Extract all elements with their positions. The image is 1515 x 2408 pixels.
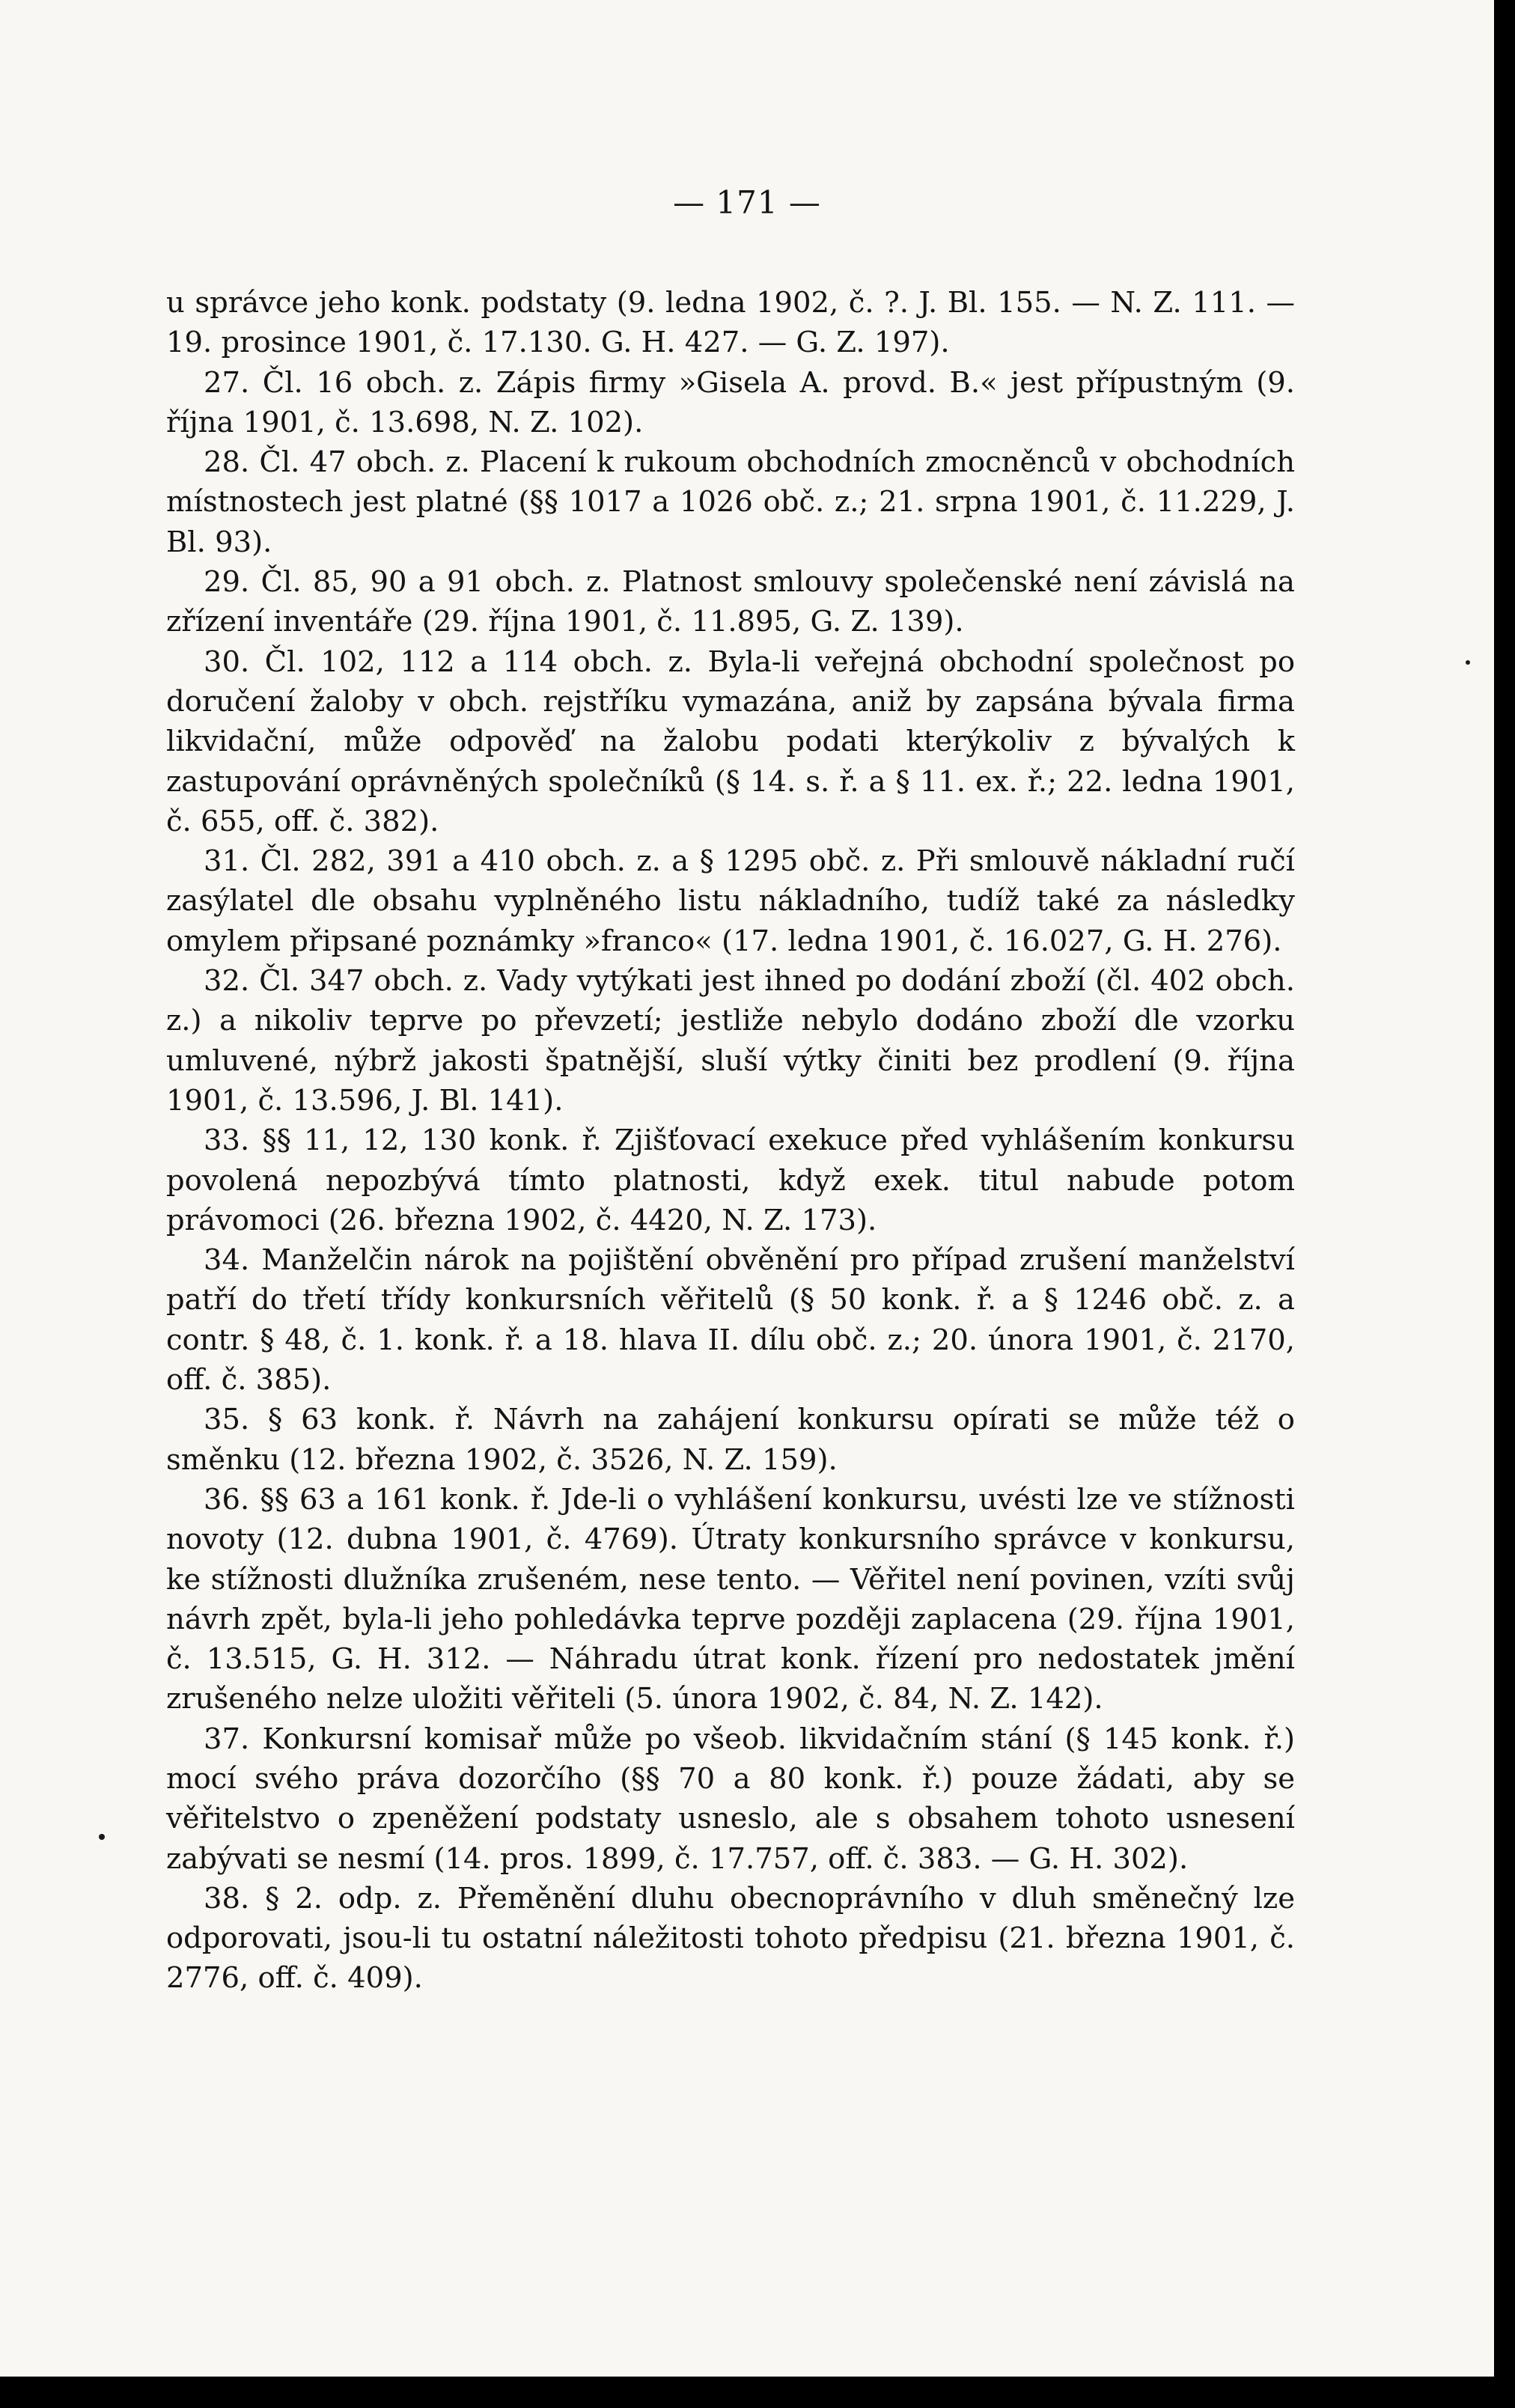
page-body [166,283,1295,1999]
entry-30: 30. Čl. 102, 112 a 114 obch. z. Byla-li veřejná obchodní společnost po doručení žaloby v obch. rejstříku vymazána, aniž by zapsána bývala firma likvidační, může odpověď na žalobu podati kterýkoliv z bývalých k zastupování oprávněných společníků (§ 14. s. ř. a § 11. ex. ř.; 22. ledna 1901, č. 655, off. č. 382). [166,644,1295,838]
entry-38: 38. § 2. odp. z. Přeměnění dluhu obecnoprávního v dluh směnečný lze odporovati, jsou-li tu ostatní náležitosti tohoto předpisu (21. března 1901, č. 2776, off. č. 409). [166,1881,1295,1996]
entry-33: 33. §§ 11, 12, 130 konk. ř. Zjišťovací exekuce před vyhlášením konkursu povolená nepozbývá tímto platnosti, když exek. titul nabude potom právomoci (26. března 1902, č. 4420, N. Z. 173). [166,1124,1295,1237]
entry-27: 27. Čl. 16 obch. z. Zápis firmy »Gisela A. provd. B.« jest přípustným (9. října 1901, č. 13.698, N. Z. 102). [166,365,1295,439]
entry-35: 35. § 63 konk. ř. Návrh na zahájení konkursu opírati se může též o směnku (12. března 1902, č. 3526, N. Z. 159). [166,1403,1295,1477]
entry-36: 36. §§ 63 a 161 konk. ř. Jde-li o vyhlášení konkursu, uvésti lze ve stížnosti novoty (12. dubna 1901, č. 4769). Útraty konkursního správce v konkursu, ke stížnosti dlužníka zrušeném, nese tento. — Věřitel není povinen, vzíti svůj návrh zpět, byla-li jeho pohledávka teprve později zaplacena (29. října 1901, č. 13.515, G. H. 312. — Náhradu útrat konk. řízení pro nedostatek jmění zrušeného nelze uložiti věřiteli (5. února 1902, č. 84, N. Z. 142). [166,1482,1295,1716]
entry-31: 31. Čl. 282, 391 a 410 obch. z. a § 1295 obč. z. Při smlouvě nákladní ručí zasýlatel dle obsahu vyplněného listu nákladního, tudíž také za následky omylem připsané poznámky »franco« (17. ledna 1901, č. 16.027, G. H. 276). [166,844,1295,958]
entry-32: 32. Čl. 347 obch. z. Vady vytýkati jest ihned po dodání zboží (čl. 402 obch. z.) a nikoliv teprve po převzetí; jestliže nebylo dodáno zboží dle vzorku umluvené, nýbrž jakosti špatnější, sluší výtky činiti bez prodlení (9. října 1901, č. 13.596, J. Bl. 141). [166,964,1295,1118]
entry-28: 28. Čl. 47 obch. z. Placení k rukoum obchodních zmocněnců v obchodních místnostech jest platné (§§ 1017 a 1026 obč. z.; 21. srpna 1901, č. 11.229, J. Bl. 93). [166,445,1295,559]
entry-29: 29. Čl. 85, 90 a 91 obch. z. Platnost smlouvy společenské není závislá na zřízení inventáře (29. října 1901, č. 11.895, G. Z. 139). [166,565,1295,639]
page-number: — 171 — [673,184,821,221]
continuation-paragraph: u správce jeho konk. podstaty (9. ledna 1902, č. ?. J. Bl. 155. — N. Z. 111. — 19. prosince 1901, č. 17.130. G. H. 427. — G. Z. 197). [166,286,1295,360]
print-speck [1466,660,1470,665]
entry-34: 34. Manželčin nárok na pojištění obvěnění pro případ zrušení manželství patří do třetí třídy konkursních věřitelů (§ 50 konk. ř. a § 1246 obč. z. a contr. § 48, č. 1. konk. ř. a 18. hlava II. dílu obč. z.; 20. února 1901, č. 2170, off. č. 385). [166,1243,1295,1397]
print-speck [99,1834,105,1840]
entry-37: 37. Konkursní komisař může po všeob. likvidačním stání (§ 145 konk. ř.) mocí svého práva dozorčího (§§ 70 a 80 konk. ř.) pouze žádati, aby se věřitelstvo o zpeněžení podstaty usneslo, ale s obsahem tohoto usnesení zabývati se nesmí (14. pros. 1899, č. 17.757, off. č. 383. — G. H. 302). [166,1722,1295,1876]
